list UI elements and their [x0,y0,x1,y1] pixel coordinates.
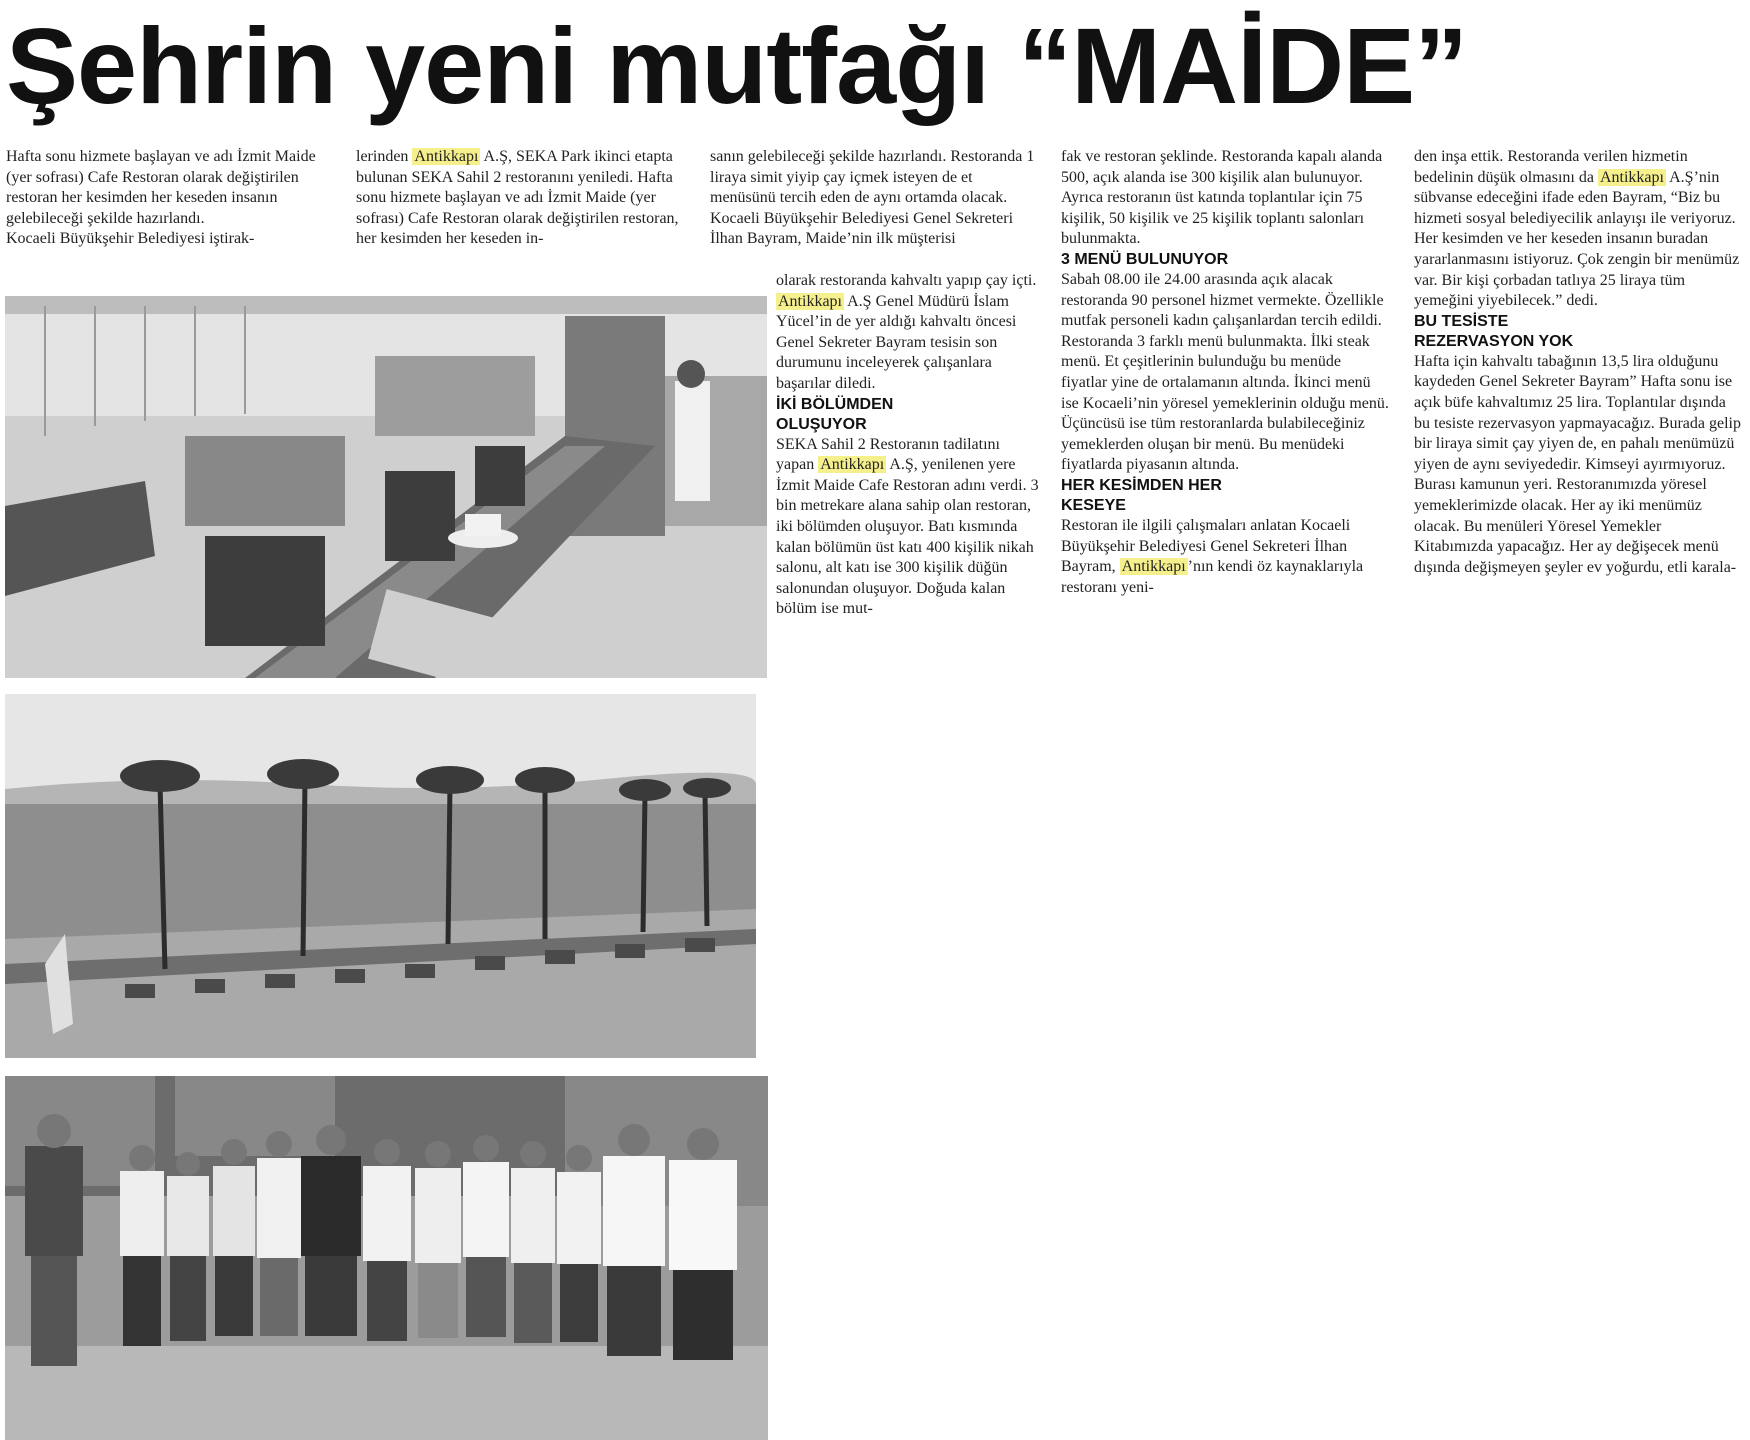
article-column-2 [356,147,686,250]
column-4-p3-start: Restoran ile ilgili çalışmaları anlatan Kocaeli Büyükşehir Belediyesi Genel Sekreteri İlhan Bayram, [1061,516,1351,576]
column-3-p1-end: A.Ş Genel Müdürü İslam Yücel’in de yer aldığı kahvaltı öncesi Genel Sekreter Bayram tesisin son durumunu inceleyerek çalışanlara başarılar diledi. [776,292,1017,392]
column-3-top-paragraph: sanın gelebileceği şekilde hazırlandı. Restoranda 1 liraya simit yiyip çay içmek isteyen de et menüsünü tercih eden de aynı ortamda olacak. Kocaeli Büyükşehir Belediyesi Genel Sekreteri İlhan Bayram, Maide’nin ilk müşterisi [710,148,1035,248]
column-5-paragraph-1 [1414,147,1744,312]
column-4-paragraph-3 [1061,516,1391,598]
column-3-p2-end: A.Ş, yenilenen yere İzmit Maide Cafe Restoran adını verdi. 3 bin metrekare alana sahip olan restoran, iki bölümden oluşuyor. Batı kısmında kalan bölümün üst katı 400 kişilik nikah salonu, alt katı ise 300 kişilik düğün salonundan oluşuyor. Doğuda kalan bölüm ise mut- [776,456,1039,618]
article-column-4 [1061,147,1391,598]
column-4-paragraph-2: Sabah 08.00 ile 24.00 arasında açık alacak restoranda 90 personel hizmet vermekte. Özellikle mutfak personeli kadın çalışanlardan tercih edildi. Restoranda 3 farklı menü bulunmakta. İlki steak menü. Et çeşitlerinin bulunduğu bu menüde fiyatlar yine de ortalamanın altında. İkinci menü ise Kocaeli’nin yöresel yemeklerinin olduğu menü. Üçüncüsü ise tüm restoranlarda bulabileceğiniz yemeklerden oluşan bir menü. Bu menüdeki fiyatlarda piyasanın altında. [1061,270,1389,474]
highlight-word: Antikkapı [778,292,842,310]
column-4-p3-end: ’nın kendi öz kaynaklarıyla restoranı yeni- [1061,558,1364,596]
article-column-3-bottom [776,271,1040,620]
headline: Şehrin yeni mutfağı “MAİDE” [6,5,1468,126]
article-column-3-top [710,147,1040,250]
highlight-word: Antikkapı [820,456,885,474]
subheading-3-menu: 3 MENÜ BULUNUYOR [1061,250,1229,268]
photo-seaside-palms [5,694,756,1058]
photo-group-staff [5,1076,768,1440]
column-3-p1-start: olarak restoranda kahvaltı yapıp çay içti. [776,272,1037,289]
article-column-1 [6,147,334,250]
subheading-rezervasyon: BU TESİSTE REZERVASYON YOK [1414,312,1574,350]
column-5-p1-start: den inşa ettik. Restoranda verilen hizmetin bedelinin düşük olmasını da [1414,148,1688,186]
column-3-paragraph-2 [776,435,1040,620]
column-2-text-start: lerinden [356,148,409,165]
highlight-word: Antikkapı [1121,558,1186,576]
article-column-5 [1414,147,1744,578]
column-5-p1-end: A.Ş’nin sübvanse edeceğini ifade eden Bayram, “Biz bu hizmeti sosyal belediyecilik anlayışı ile veriyoruz. Her kesimden ve her keseden insanın buradan yararlanmasını istiyoruz. Çok zengin bir menümüz var. Bir kişi çorbadan tatlıya 25 liraya tüm yemeğini yiyebilecek.” dedi. [1414,168,1740,310]
highlight-word: Antikkapı [1599,168,1664,186]
photo-restaurant-interior [5,296,767,678]
column-1-paragraph-2: Kocaeli Büyükşehir Belediyesi iştirak- [6,230,255,248]
column-2-text-end: A.Ş, SEKA Park ikinci etapta bulunan SEKA Sahil 2 restoranını yeniledi. Hafta sonu hizmete başlayan ve adı İzmit Maide (yer sofrası) Cafe Restoran olarak değiştirilen restoran, her kesimden her keseden in- [356,148,679,248]
highlight-word: Antikkapı [414,148,479,165]
column-3-paragraph-1 [776,271,1040,395]
subheading-her-kesimden: HER KESİMDEN HER KESEYE [1061,476,1222,514]
column-1-paragraph-1: Hafta sonu hizmete başlayan ve adı İzmit Maide (yer sofrası) Cafe Restoran olarak değiştirilen restoran her kesimden her keseden insanın gelebileceği şekilde hazırlandı. [6,148,316,227]
subheading-iki-bolumden: İKİ BÖLÜMDEN OLUŞUYOR [776,395,894,433]
column-4-paragraph-1: fak ve restoran şeklinde. Restoranda kapalı alanda 500, açık alanda ise 300 kişilik alan bulunuyor. Ayrıca restoranın üst katında toplantılar için 75 kişilik, 50 kişilik ve 25 kişilik toplantı salonları bulunmakta. [1061,148,1383,248]
column-5-paragraph-2: Hafta için kahvaltı tabağının 13,5 lira olduğunu kaydeden Genel Sekreter Bayram” Hafta sonu ise açık büfe kahvaltımız 25 lira. Toplantılar dışında bu tesiste rezervasyon yapmayacağız. Burada gelip bir liraya simit çay yiyen de, en pahalı menümüzü yiyen de aynı seviyededir. Kimseyi ayırmıyoruz. Burası kamunun yeri. Restoranımızda yöresel yemeklerimizde olacak. Her ay iki menümüz olacak. Bu menüleri Yöresel Yemekler Kitabımızda yapacağız. Her ay değişecek menü dışında değişmeyen şeyler ev yoğurdu, etli karala- [1414,352,1741,576]
column-3-p2-start: SEKA Sahil 2 Restoranın tadilatını yapan [776,435,1000,474]
column-2-paragraph [356,147,686,250]
